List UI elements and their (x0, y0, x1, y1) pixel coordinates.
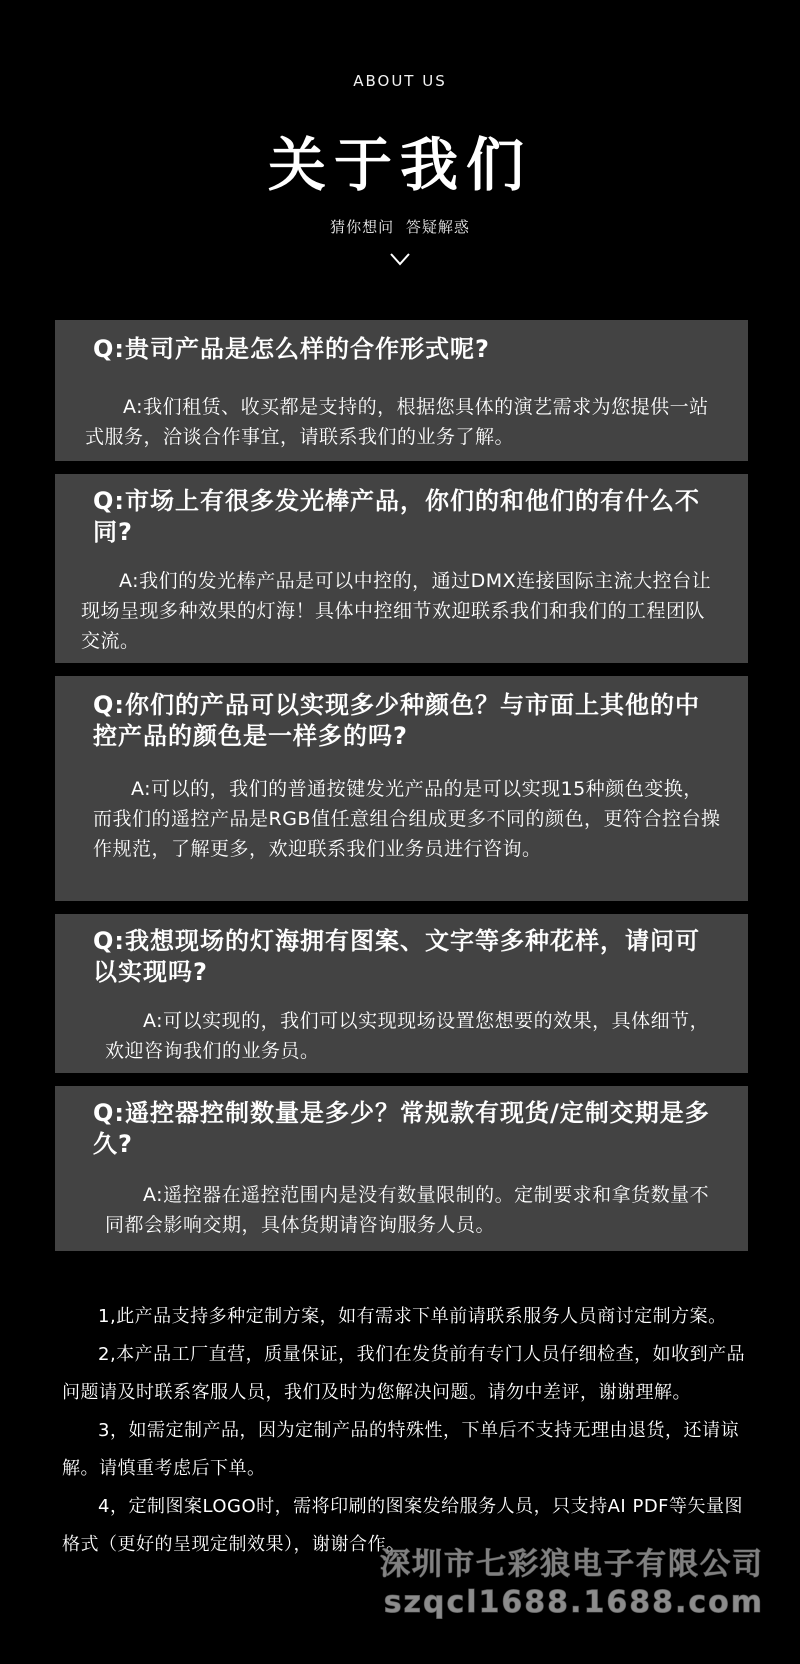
faq-card-2 (55, 474, 748, 663)
faq-answer: A:可以实现的，我们可以实现现场设置您想要的效果，具体细节，欢迎咨询我们的业务员。 (105, 1010, 710, 1062)
faq-card-1 (55, 320, 748, 461)
faq-answer: A:遥控器在遥控范围内是没有数量限制的。定制要求和拿货数量不同都会影响交期，具体货期请咨询服务人员。 (105, 1184, 710, 1236)
note-item: 1,此产品支持多种定制方案，如有需求下单前请联系服务人员商讨定制方案。 (98, 1306, 727, 1327)
faq-answer: A:我们的发光棒产品是可以中控的，通过DMX连接国际主流大控台让现场呈现多种效果的灯海！具体中控细节欢迎联系我们和我们的工程团队交流。 (81, 570, 712, 652)
watermark-url: szqcl1688.1688.com (383, 1585, 764, 1620)
faq-question: Q:你们的产品可以实现多少种颜色？与市面上其他的中控产品的颜色是一样多的吗? (93, 691, 700, 750)
faq-card-3 (55, 676, 748, 901)
page-title: 关于我们 (267, 131, 532, 199)
note-item: 2,本产品工厂直营，质量保证，我们在发货前有专门人员仔细检查，如收到产品问题请及时联系客服人员，我们及时为您解决问题。请勿中差评，谢谢理解。 (62, 1344, 746, 1403)
faq-answer: A:可以的，我们的普通按键发光产品的是可以实现15种颜色变换，而我们的遥控产品是RGB值任意组合组成更多不同的颜色，更符合控台操作规范，了解更多，欢迎联系我们业务员进行咨询。 (93, 778, 721, 860)
note-item: 3，如需定制产品，因为定制产品的特殊性，下单后不支持无理由退货，还请谅解。请慎重考虑后下单。 (62, 1420, 739, 1479)
faq-question: Q:市场上有很多发光棒产品，你们的和他们的有什么不同? (93, 487, 700, 546)
faq-card-5 (55, 1086, 748, 1251)
watermark-company: 深圳市七彩狼电子有限公司 (380, 1547, 764, 1582)
note-item: 4，定制图案LOGO时，需将印刷的图案发给服务人员，只支持AI PDF等矢量图格式（更好的呈现定制效果），谢谢合作。 (62, 1496, 744, 1555)
faq-question: Q:贵司产品是怎么样的合作形式呢? (93, 335, 490, 363)
faq-card-4 (55, 914, 748, 1073)
faq-answer: A:我们租赁、收买都是支持的，根据您具体的演艺需求为您提供一站式服务，洽谈合作事宜，请联系我们的业务了解。 (85, 396, 709, 448)
chevron-down-icon (389, 252, 411, 266)
about-us-kicker: ABOUT US (353, 72, 447, 90)
notes-section (62, 1298, 752, 1564)
faq-question: Q:遥控器控制数量是多少？常规款有现货/定制交期是多久? (93, 1099, 710, 1158)
page-subtitle: 猜你想问 答疑解惑 (330, 218, 470, 236)
faq-question: Q:我想现场的灯海拥有图案、文字等多种花样，请问可以实现吗? (93, 927, 700, 986)
